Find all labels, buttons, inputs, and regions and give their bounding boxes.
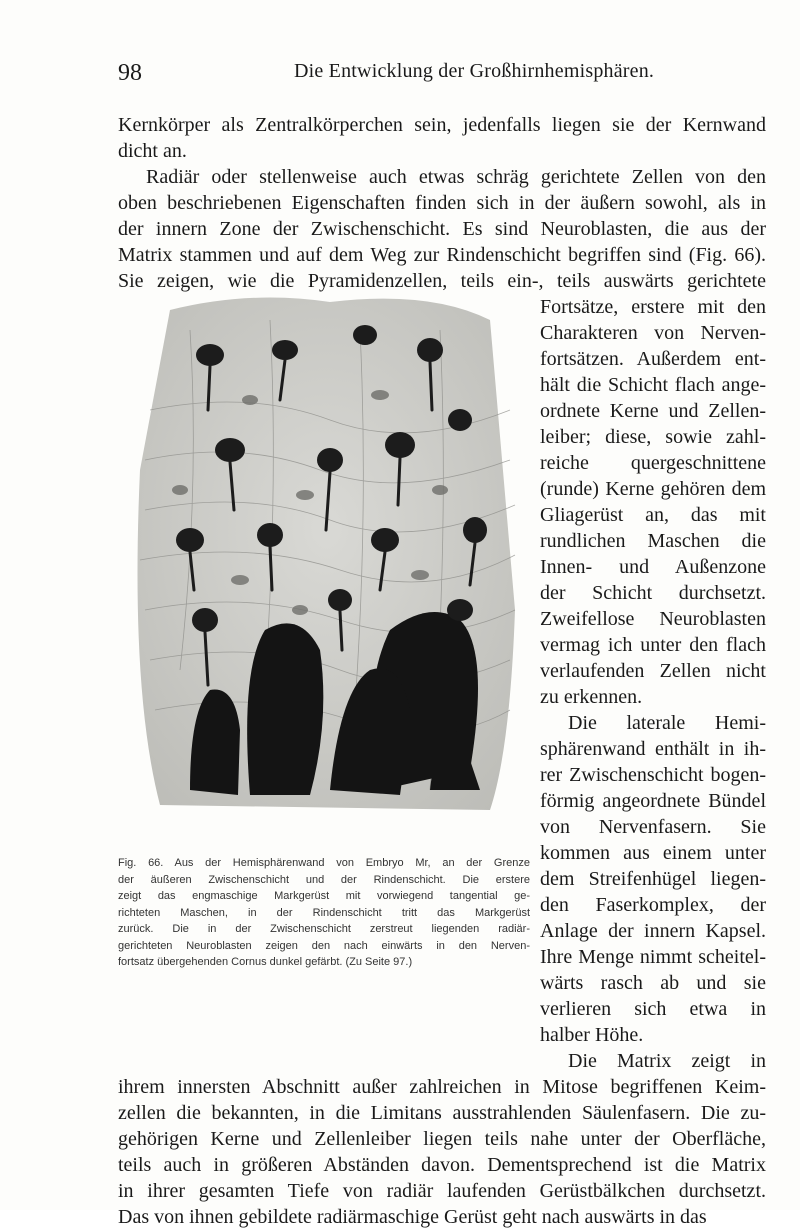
text-line: der innern Zone der Zwischenschicht. Es sind Neuroblasten, die aus der: [118, 218, 766, 240]
text-line: rer Zwischenschicht bogen-: [540, 764, 766, 786]
text-line: zu erkennen.: [540, 686, 643, 708]
text-line: Radiär oder stellenweise auch etwas schräg gerichtete Zellen von den: [146, 166, 766, 188]
text-line: der Schicht durchsetzt.: [540, 582, 766, 604]
text-line: teils auch in größeren Abständen davon. Dementsprechend ist die Matrix: [118, 1154, 766, 1176]
caption-line: zeigt das engmaschige Markgerüst mit vorwiegend tangential ge-: [118, 890, 530, 902]
neuroblast-illustration: [130, 290, 520, 830]
text-line: Fortsätze, erstere mit den: [540, 296, 766, 318]
caption-line: gerichteten Neuroblasten zeigen den nach einwärts in den Nerven-: [118, 939, 530, 952]
text-line: dicht an.: [118, 140, 187, 162]
text-line: reiche quergeschnittene: [540, 452, 766, 474]
figure-caption: [118, 855, 530, 971]
text-line: fortsätzen. Außerdem ent-: [540, 348, 766, 370]
text-line: kommen aus einem unter: [540, 842, 766, 864]
text-line: Sie zeigen, wie die Pyramidenzellen, teils ein-, teils auswärts gerichtete: [118, 270, 766, 292]
text-line: Charakteren von Nerven-: [540, 322, 766, 344]
text-line: dem Streifenhügel liegen-: [540, 868, 766, 890]
running-title: Die Entwicklung der Großhirnhemisphären.: [294, 60, 655, 82]
caption-line: richteten Maschen, in der Rindenschicht tritt das Markgerüst: [118, 906, 530, 919]
text-line: Zweifellose Neuroblasten: [540, 608, 766, 630]
text-line: von Nervenfasern. Sie: [540, 816, 766, 838]
caption-line: Fig. 66. Aus der Hemisphärenwand von Embryo Mr, an der Grenze: [118, 857, 530, 869]
text-line: Ihre Menge nimmt scheitel-: [540, 946, 766, 968]
text-line: rundlichen Maschen die: [540, 530, 766, 552]
micrograph-figure: [130, 290, 520, 830]
text-line: Das von ihnen gebildete radiärmaschige Gerüst geht nach auswärts in das: [118, 1206, 707, 1228]
text-line: Die laterale Hemi-: [568, 712, 766, 734]
text-line: Anlage der innern Kapsel.: [540, 920, 766, 942]
page-number: 98: [118, 60, 142, 86]
text-line: Matrix stammen und auf dem Weg zur Rindenschicht begriffen sind (Fig. 66).: [118, 244, 766, 266]
text-line: wärts rasch ab und sie: [540, 972, 766, 994]
text-line: Innen- und Außenzone: [540, 556, 766, 578]
text-line: Kernkörper als Zentralkörperchen sein, jedenfalls liegen sie der Kernwand: [118, 114, 766, 136]
text-line: verlieren sich etwa in: [540, 998, 766, 1020]
text-line: ordnete Kerne und Zellen-: [540, 400, 766, 422]
caption-line: fortsatz übergehenden Cornus dunkel gefärbt. (Zu Seite 97.): [118, 956, 413, 968]
text-line: verlaufenden Zellen nicht: [540, 660, 766, 682]
text-line: zellen die bekannten, in die Limitans ausstrahlenden Säulenfasern. Die zu-: [118, 1102, 766, 1124]
text-line: gehörigen Kerne und Zellenleiber liegen teils nahe unter der Oberfläche,: [118, 1128, 766, 1150]
page-header: [118, 60, 766, 90]
text-line: halber Höhe.: [540, 1024, 644, 1046]
text-line: sphärenwand enthält in ih-: [540, 738, 766, 760]
text-line: Gliagerüst an, das mit: [540, 504, 766, 526]
text-line: Die Matrix zeigt in: [568, 1050, 766, 1072]
text-line: leiber; diese, sowie zahl-: [540, 426, 766, 448]
text-line: hält die Schicht flach ange-: [540, 374, 766, 396]
text-line: förmig angeordnete Bündel: [540, 790, 766, 812]
text-line: ihrem innersten Abschnitt außer zahlreichen in Mitose begriffenen Keim-: [118, 1076, 766, 1098]
text-line: oben beschriebenen Eigenschaften finden sich in der äußern sowohl, als in: [118, 192, 766, 214]
caption-line: der äußeren Zwischenschicht und der Rindenschicht. Die erstere: [118, 873, 530, 886]
text-line: in ihrer gesamten Tiefe von radiär laufenden Gerüstbälkchen durchsetzt.: [118, 1180, 766, 1202]
text-line: (runde) Kerne gehören dem: [540, 478, 766, 500]
caption-line: zurück. Die in der Zwischenschicht zerstreut liegenden radiär-: [118, 923, 530, 935]
text-line: vermag ich unter den flach: [540, 634, 766, 656]
text-line: den Faserkomplex, der: [540, 894, 766, 916]
